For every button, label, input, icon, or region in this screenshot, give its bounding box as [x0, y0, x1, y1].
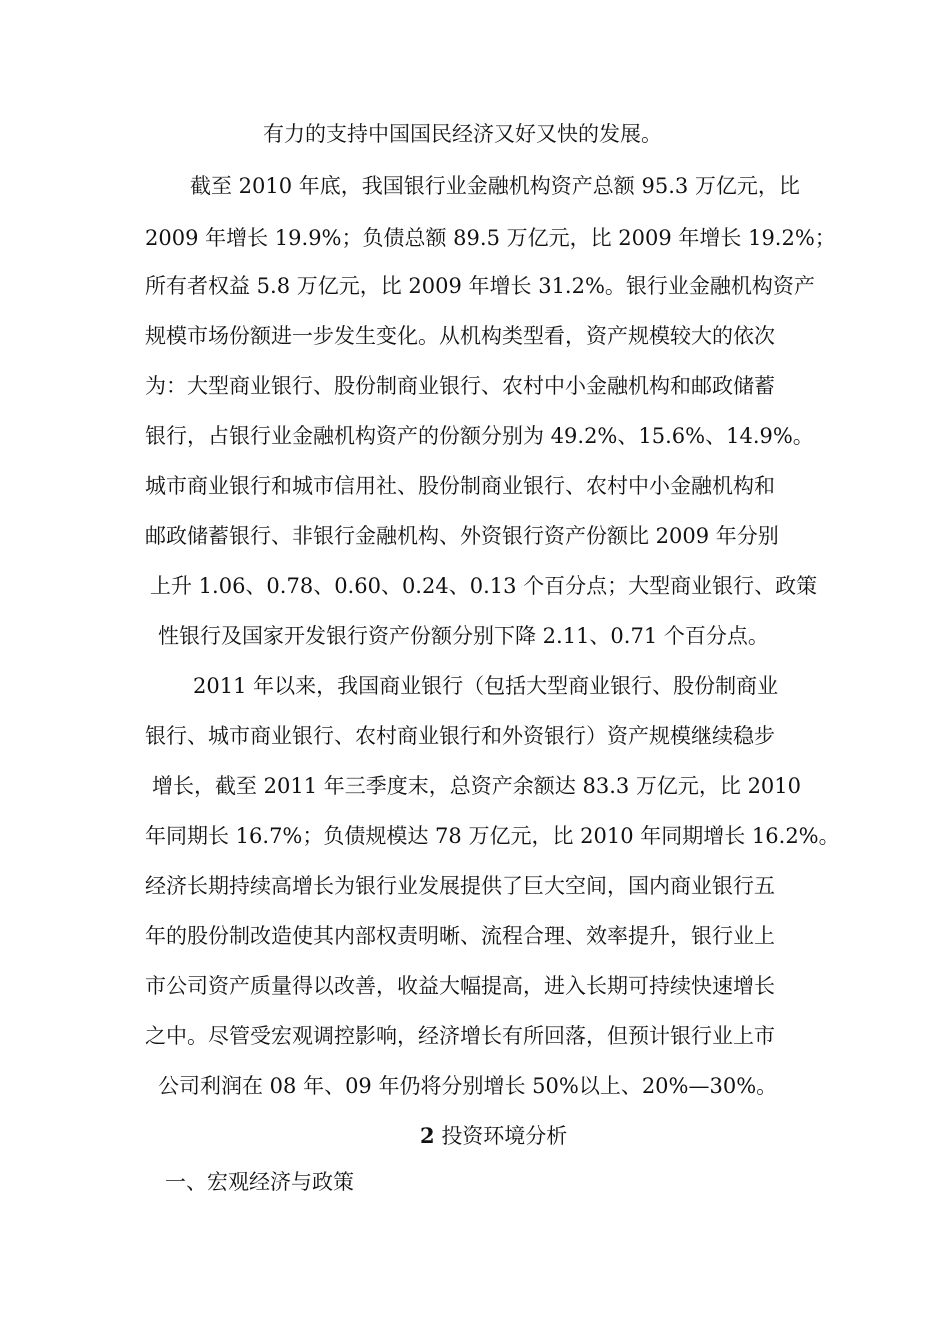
text-line-14: 增长，截至 2011 年三季度末，总资产余额达 83.3 万亿元，比 2010	[152, 774, 802, 798]
text-line-15: 年同期长 16.7%；负债规模达 78 万亿元，比 2010 年同期增长 16.2%。	[145, 824, 840, 848]
text-line-13: 银行、城市商业银行、农村商业银行和外资银行）资产规模继续稳步	[145, 724, 775, 748]
section-heading	[420, 1122, 567, 1150]
text-line-10: 上升 1.06、0.78、0.60、0.24、0.13 个百分点；大型商业银行、政策	[150, 574, 818, 598]
text-line-6: 为：大型商业银行、股份制商业银行、农村中小金融机构和邮政储蓄	[145, 374, 775, 398]
text-line-20: 公司利润在 08 年、09 年仍将分别增长 50%以上、20%—30%。	[158, 1074, 778, 1098]
text-line-1: 有力的支持中国国民经济又好又快的发展。	[263, 122, 662, 146]
text-line-4: 所有者权益 5.8 万亿元，比 2009 年增长 31.2%。银行业金融机构资产	[145, 274, 815, 298]
text-line-9: 邮政储蓄银行、非银行金融机构、外资银行资产份额比 2009 年分别	[145, 524, 779, 548]
text-line-8: 城市商业银行和城市信用社、股份制商业银行、农村中小金融机构和	[145, 474, 775, 498]
text-line-12: 2011 年以来，我国商业银行（包括大型商业银行、股份制商业	[193, 674, 779, 698]
section-number: 2	[420, 1123, 435, 1148]
text-line-3: 2009 年增长 19.9%；负债总额 89.5 万亿元，比 2009 年增长 19.2%；	[145, 226, 836, 250]
text-line-19: 之中。尽管受宏观调控影响，经济增长有所回落，但预计银行业上市	[145, 1024, 775, 1048]
subsection-heading: 一、宏观经济与政策	[165, 1170, 354, 1194]
text-line-17: 年的股份制改造使其内部权责明晰、流程合理、效率提升，银行业上	[145, 924, 775, 948]
text-line-16: 经济长期持续高增长为银行业发展提供了巨大空间，国内商业银行五	[145, 874, 775, 898]
text-line-2: 截至 2010 年底，我国银行业金融机构资产总额 95.3 万亿元，比	[190, 174, 800, 198]
text-line-11: 性银行及国家开发银行资产份额分别下降 2.11、0.71 个百分点。	[158, 624, 769, 648]
text-line-18: 市公司资产质量得以改善，收益大幅提高，进入长期可持续快速增长	[145, 974, 775, 998]
text-line-7: 银行，占银行业金融机构资产的份额分别为 49.2%、15.6%、14.9%。	[145, 424, 814, 448]
text-line-5: 规模市场份额进一步发生变化。从机构类型看，资产规模较大的依次	[145, 324, 775, 348]
section-title: 投资环境分析	[441, 1124, 568, 1148]
